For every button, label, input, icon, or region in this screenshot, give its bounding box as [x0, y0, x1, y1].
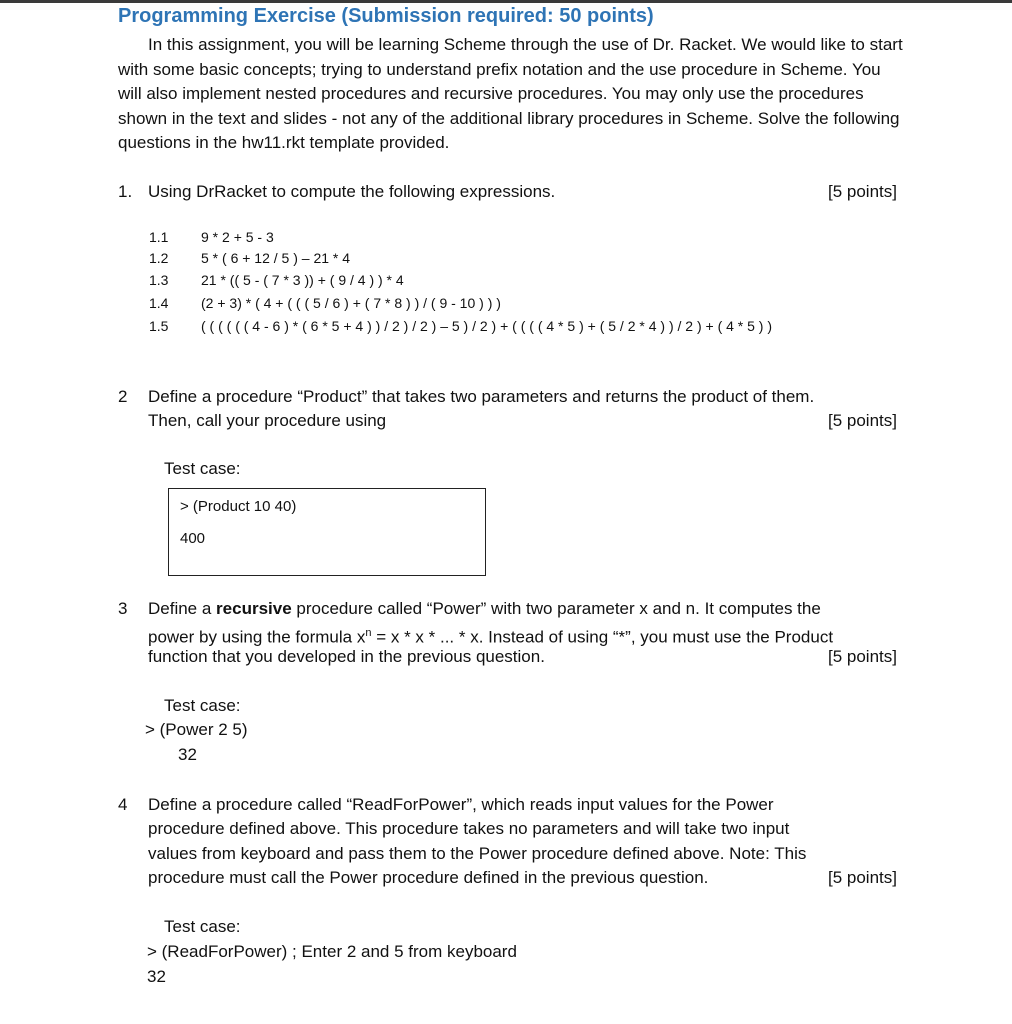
- q3-test-result: 32: [178, 745, 197, 764]
- expression-number: 1.3: [149, 272, 169, 288]
- expression-number: 1.4: [149, 295, 169, 311]
- q1-number: 1.: [118, 182, 133, 201]
- intro-paragraph: [118, 33, 908, 156]
- q3-line-1: [148, 597, 821, 621]
- expression: (2 + 3) * ( 4 + ( ( ( 5 / 6 ) + ( 7 * 8 ) ) / ( 9 - 10 ) ) ): [201, 295, 501, 311]
- q4-line-4: procedure must call the Power procedure defined in the previous question.: [148, 868, 709, 887]
- q1-points: [5 points]: [828, 182, 897, 201]
- expression-number: 1.2: [149, 250, 169, 266]
- q3-test-label: Test case:: [164, 696, 241, 715]
- q3-line-2-pre: power by using the formula x: [148, 627, 366, 647]
- q4-points: [5 points]: [828, 868, 897, 887]
- q1-text: Using DrRacket to compute the following expressions.: [148, 182, 556, 201]
- q4-line-3: values from keyboard and pass them to the Power procedure defined above. Note: This: [148, 844, 807, 863]
- test-call: > (Product 10 40): [180, 498, 297, 515]
- q3-line-1-post: procedure called “Power” with two parameter x and n. It computes the: [291, 599, 821, 618]
- q4-number: 4: [118, 795, 128, 814]
- q2-test-label: Test case:: [164, 459, 241, 478]
- expression: 9 * 2 + 5 - 3: [201, 229, 274, 245]
- q4-test-result: 32: [147, 967, 166, 986]
- intro-text: In this assignment, you will be learning Scheme through the use of Dr. Racket. We would like to start with some basic concepts; trying to understand prefix notation and the use procedure in Scheme. You will also implement nested procedures and recursive procedures. You may only use the procedures shown in the text and slides - not any of the additional library procedures in Scheme. Solve the following questions in the hw11.rkt template provided.: [118, 35, 903, 152]
- q4-test-label: Test case:: [164, 917, 241, 936]
- page-title: Programming Exercise (Submission required: 50 points): [118, 5, 654, 27]
- test-result: 400: [180, 530, 206, 547]
- q4-test-call: > (ReadForPower) ; Enter 2 and 5 from keyboard: [147, 942, 517, 961]
- q2-line-2: Then, call your procedure using: [148, 411, 387, 430]
- q2-points: [5 points]: [828, 411, 897, 430]
- expression: ( ( ( ( ( ( 4 - 6 ) * ( 6 * 5 + 4 ) ) / 2 ) / 2 ) – 5 ) / 2 ) + ( ( ( ( 4 * 5 ) + ( 5 / 2 * 4 ) ) / 2 ) + ( 4 * 5 ) ): [201, 318, 773, 334]
- expression: 5 * ( 6 + 12 / 5 ) – 21 * 4: [201, 250, 351, 266]
- q3-line-2-post: = x * x * ... * x. Instead of using “*”, you must use the Product: [371, 627, 834, 647]
- q3-bold-word: recursive: [216, 599, 292, 618]
- q2-number: 2: [118, 387, 128, 406]
- expression: 21 * (( 5 - ( 7 * 3 )) + ( 9 / 4 ) ) * 4: [201, 272, 404, 288]
- expression-number: 1.1: [149, 229, 169, 245]
- test-case-box: [168, 488, 486, 576]
- q4-line-1: Define a procedure called “ReadForPower”, which reads input values for the Power: [148, 795, 774, 814]
- q2-line-1: Define a procedure “Product” that takes two parameters and returns the product of them.: [148, 387, 815, 406]
- q3-points: [5 points]: [828, 647, 897, 666]
- q3-test-call: > (Power 2 5): [145, 720, 248, 739]
- q4-line-2: procedure defined above. This procedure takes no parameters and will take two input: [148, 819, 790, 838]
- top-border: [0, 0, 1012, 3]
- q3-line-3: function that you developed in the previous question.: [148, 647, 545, 666]
- q3-number: 3: [118, 599, 128, 618]
- q3-line-1-pre: Define a: [148, 599, 217, 618]
- q3-superscript: n: [365, 627, 372, 639]
- expression-number: 1.5: [149, 318, 169, 334]
